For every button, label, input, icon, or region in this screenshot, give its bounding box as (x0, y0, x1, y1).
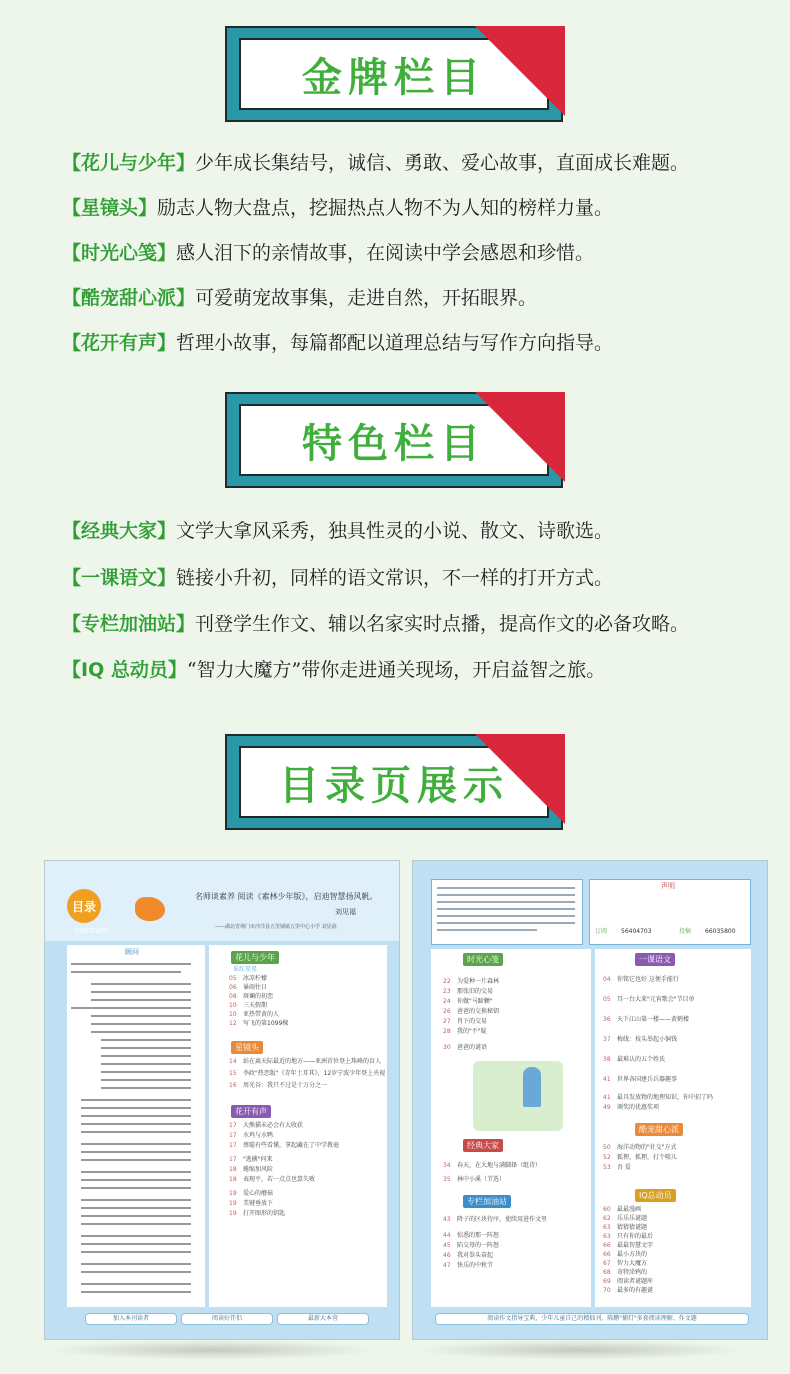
toc-page-number: 52 (603, 1154, 611, 1161)
toc-title: 冰凉柠檬 (243, 975, 268, 982)
toc-page-number: 08 (229, 993, 237, 1000)
toc-title: 最具发放物的地理知识，你中招了吗 (617, 1094, 714, 1101)
toc-title: 陷交母的一阵怒 (457, 1242, 500, 1249)
toc-title: 最难认的五个姓氏 (617, 1056, 666, 1063)
toc-row[interactable] (229, 1059, 381, 1065)
toc-row[interactable] (229, 1211, 285, 1217)
banner-title: 金牌栏目 (302, 54, 486, 101)
section-badge: 酷宠甜心派 (635, 1123, 683, 1136)
toc-title: 你做"马蹄颗" (457, 998, 493, 1005)
toc-row[interactable] (603, 1165, 631, 1171)
logo-text: 目录 (71, 899, 96, 914)
toc-row[interactable] (603, 1279, 653, 1285)
toc-title: 只有你的最后 (617, 1233, 654, 1240)
toc-page-number: 70 (603, 1287, 611, 1294)
toc-page-number: 44 (443, 1232, 451, 1239)
toc-row[interactable] (603, 1077, 677, 1083)
toc-page-number: 37 (603, 1036, 611, 1043)
child-figure (523, 1067, 541, 1107)
logo-sub: CONTENTS (75, 928, 108, 935)
toc-page-number: 19 (229, 1190, 237, 1197)
toc-row[interactable] (443, 979, 499, 985)
section-badge: 花儿与少年 (231, 951, 279, 964)
toc-row[interactable] (603, 1057, 665, 1063)
statement-title: 声明 (661, 882, 675, 890)
gold-item-text: 励志人物大盘点，挖掘热点人物不为人知的榜样力量。 (157, 197, 614, 219)
toc-row[interactable] (603, 1095, 713, 1101)
toc-page-number: 17 (229, 1142, 237, 1149)
gold-item-1 (62, 148, 689, 175)
gold-item-tag: 【花开有声】 (62, 332, 177, 354)
toc-row[interactable] (229, 994, 273, 1000)
toc-page-number: 45 (443, 1242, 451, 1249)
section-badge: 经典大家 (463, 1139, 503, 1152)
toc-row[interactable] (603, 977, 679, 983)
toc-title: 亚热带黄的人 (243, 1011, 280, 1018)
gold-item-tag: 【酷宠甜心派】 (62, 287, 196, 309)
toc-row[interactable] (443, 1019, 487, 1025)
toc-page-number: 05 (229, 975, 237, 982)
toc-page-number: 22 (443, 978, 451, 985)
special-item-tag: 【专栏加油站】 (62, 613, 196, 635)
toc-page-number: 66 (603, 1242, 611, 1249)
toc-page-number: 35 (443, 1176, 451, 1183)
toc-row[interactable] (443, 1217, 547, 1223)
footer-banner[interactable]: 阅读作文指导宝典，少年儿童自己的精拙刊，陈鹏"捕灯"多套阅读理解、作文题 (435, 1313, 749, 1325)
toc-title: 蜷缩加风险 (243, 1166, 274, 1173)
toc-title: 爸爸的交换秘钥 (457, 1008, 500, 1015)
toc-row[interactable] (443, 1253, 493, 1259)
toc-row[interactable] (443, 1243, 499, 1249)
logo-badge (67, 889, 101, 923)
toc-page-number: 69 (603, 1278, 611, 1285)
phone-submit: 66035800 (705, 928, 736, 935)
toc-row[interactable] (443, 1029, 487, 1035)
toc-title: 颁奖的优惠奖项 (617, 1104, 660, 1111)
toc-row[interactable] (603, 1225, 647, 1231)
special-item-tag: 【一课语文】 (62, 567, 177, 589)
toc-page-number: 24 (443, 998, 451, 1005)
toc-page-number: 67 (603, 1260, 611, 1267)
toc-page-number: 19 (229, 1210, 237, 1217)
quote-source: ——湖北省荆门市沙洋县五里铺镇五里中心小学 刘见福 (215, 924, 337, 930)
toc-title: 站在离天际最近的地方——亚洲首位登上珠峰的盲人 (243, 1058, 382, 1065)
toc-page-number: 50 (603, 1144, 611, 1151)
toc-title: 最最漫画 (617, 1206, 642, 1213)
toc-row[interactable] (443, 1177, 505, 1183)
toc-title: 智力大魔方 (617, 1260, 648, 1267)
toc-row[interactable] (603, 1207, 641, 1213)
toc-title: 周光谷：我只不过是十万分之一 (243, 1082, 328, 1089)
subsection-label: 采红星星 (233, 966, 258, 973)
toc-page-number: 23 (443, 988, 451, 995)
toc-page-number: 15 (229, 1070, 237, 1077)
toc-row[interactable] (229, 1157, 273, 1163)
toc-page-number: 49 (603, 1104, 611, 1111)
toc-row[interactable] (603, 1252, 647, 1258)
toc-title: 我对拳头奋起 (457, 1252, 494, 1259)
toc-row[interactable] (603, 1145, 677, 1151)
toc-row[interactable] (603, 1261, 647, 1267)
toc-page-number: 38 (603, 1056, 611, 1063)
quote-text: 名师谈素养 阅读《素林少年版》，启迪智慧扬风帆。 (195, 892, 378, 901)
toc-row[interactable] (443, 1233, 499, 1239)
toc-title: 斑斓的初恋 (243, 993, 274, 1000)
gold-item-4 (62, 283, 537, 310)
toc-title: 世界各国建兵兵器趣事 (617, 1076, 678, 1083)
toc-row[interactable] (603, 1155, 677, 1161)
toc-title: 最多的有趣谜 (617, 1287, 654, 1294)
gold-item-3 (62, 238, 594, 265)
toc-title: 降子的区块待序，使续用进作文里 (457, 1216, 548, 1223)
toc-row[interactable] (603, 1017, 689, 1023)
toc-page-number: 62 (603, 1215, 611, 1222)
gold-item-tag: 【时光心笺】 (62, 242, 177, 264)
toc-page-number: 63 (603, 1224, 611, 1231)
toc-title: 肖下的交易 (457, 1018, 488, 1025)
toc-row[interactable] (229, 1083, 327, 1089)
toc-row[interactable] (443, 1009, 499, 1015)
phone-subscribe: 56404703 (621, 928, 652, 935)
toc-row[interactable] (443, 1263, 493, 1269)
gold-item-5 (62, 328, 613, 355)
toc-page-number: 18 (229, 1166, 237, 1173)
footer-button-2[interactable]: 阅读好伴侣 (181, 1313, 273, 1325)
toc-row[interactable] (603, 1105, 659, 1111)
toc-row[interactable] (229, 1021, 288, 1027)
toc-page-number: 60 (603, 1206, 611, 1213)
toc-title: 表现平，若一点点也算失败 (243, 1176, 316, 1183)
toc-row[interactable] (603, 997, 695, 1003)
toc-row[interactable] (229, 985, 267, 991)
toc-title: 林中小溪（节选） (457, 1176, 506, 1183)
special-item-text: 文学大拿风采秀，独具性灵的小说、散文、诗歌选。 (176, 520, 614, 542)
toc-page-number: 10 (229, 1002, 237, 1009)
gold-item-2 (62, 193, 613, 220)
special-item-2 (62, 563, 613, 590)
banner-toc-display (225, 734, 565, 832)
toc-title: 写飞的第1099棵 (243, 1020, 289, 1027)
toc-page-number: 17 (229, 1132, 237, 1139)
notice-lines (437, 885, 577, 939)
toc-title: 那张旧的交易 (457, 988, 494, 995)
toc-page-number: 63 (603, 1233, 611, 1240)
toc-page-number: 14 (229, 1058, 237, 1065)
toc-title: 吾 爱 (617, 1164, 631, 1171)
masthead-title: 顾问 (125, 948, 139, 956)
toc-row[interactable] (603, 1270, 647, 1276)
toc-page-number: 41 (603, 1094, 611, 1101)
section-badge: 时光心笺 (463, 953, 503, 966)
toc-page-number: 68 (603, 1269, 611, 1276)
toc-title: 美键垂放下 (243, 1200, 274, 1207)
section-badge: IQ总动员 (635, 1189, 676, 1202)
toc-row[interactable] (443, 1045, 487, 1051)
toc-title: 水鸡与水鸭 (243, 1132, 274, 1139)
toc-title: 爸爸的谜语 (457, 1044, 488, 1051)
gold-item-text: 可爱萌宠故事集，走进自然，开拓眼界。 (195, 287, 538, 309)
toc-title: 爱心的蘑菇 (243, 1190, 274, 1197)
toc-page-number: 43 (443, 1216, 451, 1223)
toc-row[interactable] (443, 1163, 541, 1169)
toc-title: 快乐的中秋节 (457, 1262, 494, 1269)
footer-button-1[interactable]: 加入本刊读者 (85, 1313, 177, 1325)
page-shadow (414, 1340, 744, 1360)
toc-title: 春天，在大地与满脚择（组诗） (457, 1162, 542, 1169)
toc-title: 大熊猫未必会有大收获 (243, 1122, 304, 1129)
toc-title: 我的"不"疑 (457, 1028, 487, 1035)
toc-page-number: 27 (443, 1018, 451, 1025)
gold-item-text: 哲理小故事，每篇都配以道理总结与写作方向指导。 (176, 332, 614, 354)
toc-page-number: 47 (443, 1262, 451, 1269)
toc-title: "逃擒"何来 (243, 1156, 273, 1163)
banner-special-columns (225, 392, 565, 490)
toc-row[interactable] (229, 1003, 267, 1009)
toc-page-number: 18 (229, 1176, 237, 1183)
banner-title: 目录页展示 (279, 762, 509, 809)
toc-page-number: 28 (443, 1028, 451, 1035)
toc-row[interactable] (229, 1123, 303, 1129)
special-item-text: 刊登学生作文、辅以名家实时点播，提高作文的必备攻略。 (195, 613, 690, 635)
toc-row[interactable] (603, 1288, 653, 1294)
toc-row[interactable] (603, 1234, 653, 1240)
toc-row[interactable] (229, 976, 267, 982)
section-badge: 专栏加油站 (463, 1195, 511, 1208)
toc-page-number: 12 (229, 1020, 237, 1027)
toc-page-number: 41 (603, 1076, 611, 1083)
special-item-tag: 【IQ 总动员】 (62, 659, 187, 681)
toc-page-number: 17 (229, 1156, 237, 1163)
toc-title: 阅读者谜题库 (617, 1278, 654, 1285)
toc-page-number: 26 (443, 1008, 451, 1015)
special-item-4 (62, 655, 605, 682)
toc-page-number: 53 (603, 1164, 611, 1171)
page-shadow (48, 1340, 378, 1360)
toc-title: 天下江山第一楼——黄鹤楼 (617, 1016, 690, 1023)
toc-row[interactable] (229, 1167, 273, 1173)
toc-row[interactable] (229, 1177, 315, 1183)
toc-row[interactable] (229, 1071, 385, 1077)
toc-title: 打开图形的钥匙 (243, 1210, 286, 1217)
toc-page-number: 05 (603, 996, 611, 1003)
toc-title: 梅线：枝头举起小铜钱 (617, 1036, 678, 1043)
toc-page-number: 17 (229, 1122, 237, 1129)
toc-page-number: 16 (229, 1082, 237, 1089)
toc-row[interactable] (603, 1243, 653, 1249)
fox-illustration (135, 897, 165, 921)
section-badge: 花开有声 (231, 1105, 271, 1118)
toc-title: 李政"热恋版"《青年土耳其》，12岁宁波少年登上央视 (243, 1070, 386, 1077)
toc-page-number: 34 (443, 1162, 451, 1169)
toc-page-number: 46 (443, 1252, 451, 1259)
toc-row[interactable] (603, 1037, 677, 1043)
toc-title: 为爱种一片森林 (457, 978, 500, 985)
toc-page-right (412, 860, 768, 1340)
special-item-3 (62, 609, 689, 636)
special-item-tag: 【经典大家】 (62, 520, 177, 542)
banner-title: 特色栏目 (302, 420, 486, 467)
toc-page-number: 36 (603, 1016, 611, 1023)
toc-page-number: 10 (229, 1011, 237, 1018)
gold-item-text: 感人泪下的亲情故事，在阅读中学会感恩和珍惜。 (176, 242, 595, 264)
toc-page-number: 04 (603, 976, 611, 983)
toc-row[interactable] (229, 1133, 273, 1139)
toc-title: 暴雨往日 (243, 984, 268, 991)
toc-title: 耳一台大来"元宵歌会"节目单 (617, 996, 695, 1003)
toc-page-number: 30 (443, 1044, 451, 1051)
toc-title: 狐狸，狐狸，打个喷儿 (617, 1154, 678, 1161)
toc-title: 蔡聪有些看懂，拿起藏在了中学教毫 (243, 1142, 340, 1149)
special-item-1 (62, 516, 613, 543)
toc-row[interactable] (229, 1012, 279, 1018)
toc-row[interactable] (229, 1143, 339, 1149)
special-item-text: “智力大魔方”带你走进通关现场，开启益智之旅。 (186, 659, 606, 681)
masthead-lines (71, 961, 201, 1301)
toc-title: 乐乐乐谜题 (617, 1215, 648, 1222)
special-item-text: 链接小升初，同样的语文常识，不一样的打开方式。 (176, 567, 614, 589)
toc-title: 三天假期 (243, 1002, 268, 1009)
banner-gold-columns (225, 26, 565, 124)
toc-page-number: 06 (229, 984, 237, 991)
toc-row[interactable] (603, 1216, 647, 1222)
gold-item-tag: 【花儿与少年】 (62, 152, 196, 174)
toc-row[interactable] (229, 1191, 273, 1197)
toc-title: 最最智慧文字 (617, 1242, 654, 1249)
gold-item-text: 少年成长集结号，诚信、勇敢、爱心故事，直面成长难题。 (195, 152, 690, 174)
quote-author: 刘见福 (335, 908, 356, 916)
phone-label-subscribe: 订阅 (595, 928, 608, 935)
toc-page-number: 66 (603, 1251, 611, 1258)
toc-row[interactable] (443, 999, 493, 1005)
toc-title: 海洋动物的"社交"方式 (617, 1144, 677, 1151)
toc-title: 奇特涂鸦的 (617, 1269, 648, 1276)
toc-title: 惊悉的那一阵怒 (457, 1232, 500, 1239)
toc-row[interactable] (229, 1201, 273, 1207)
section-badge: 一课语文 (635, 953, 675, 966)
section-badge: 星镜头 (231, 1041, 263, 1054)
toc-row[interactable] (443, 989, 493, 995)
toc-title: 你铭它也好 这便手能行 (617, 976, 679, 983)
phone-label-submit: 投稿 (679, 928, 692, 935)
toc-page-number: 19 (229, 1200, 237, 1207)
toc-title: 猜猜猜谜题 (617, 1224, 648, 1231)
toc-title: 最小方块的 (617, 1251, 648, 1258)
garden-illustration (473, 1061, 563, 1131)
toc-page-left (44, 860, 400, 1340)
footer-button-3[interactable]: 最新大本营 (277, 1313, 369, 1325)
gold-item-tag: 【星镜头】 (62, 197, 158, 219)
